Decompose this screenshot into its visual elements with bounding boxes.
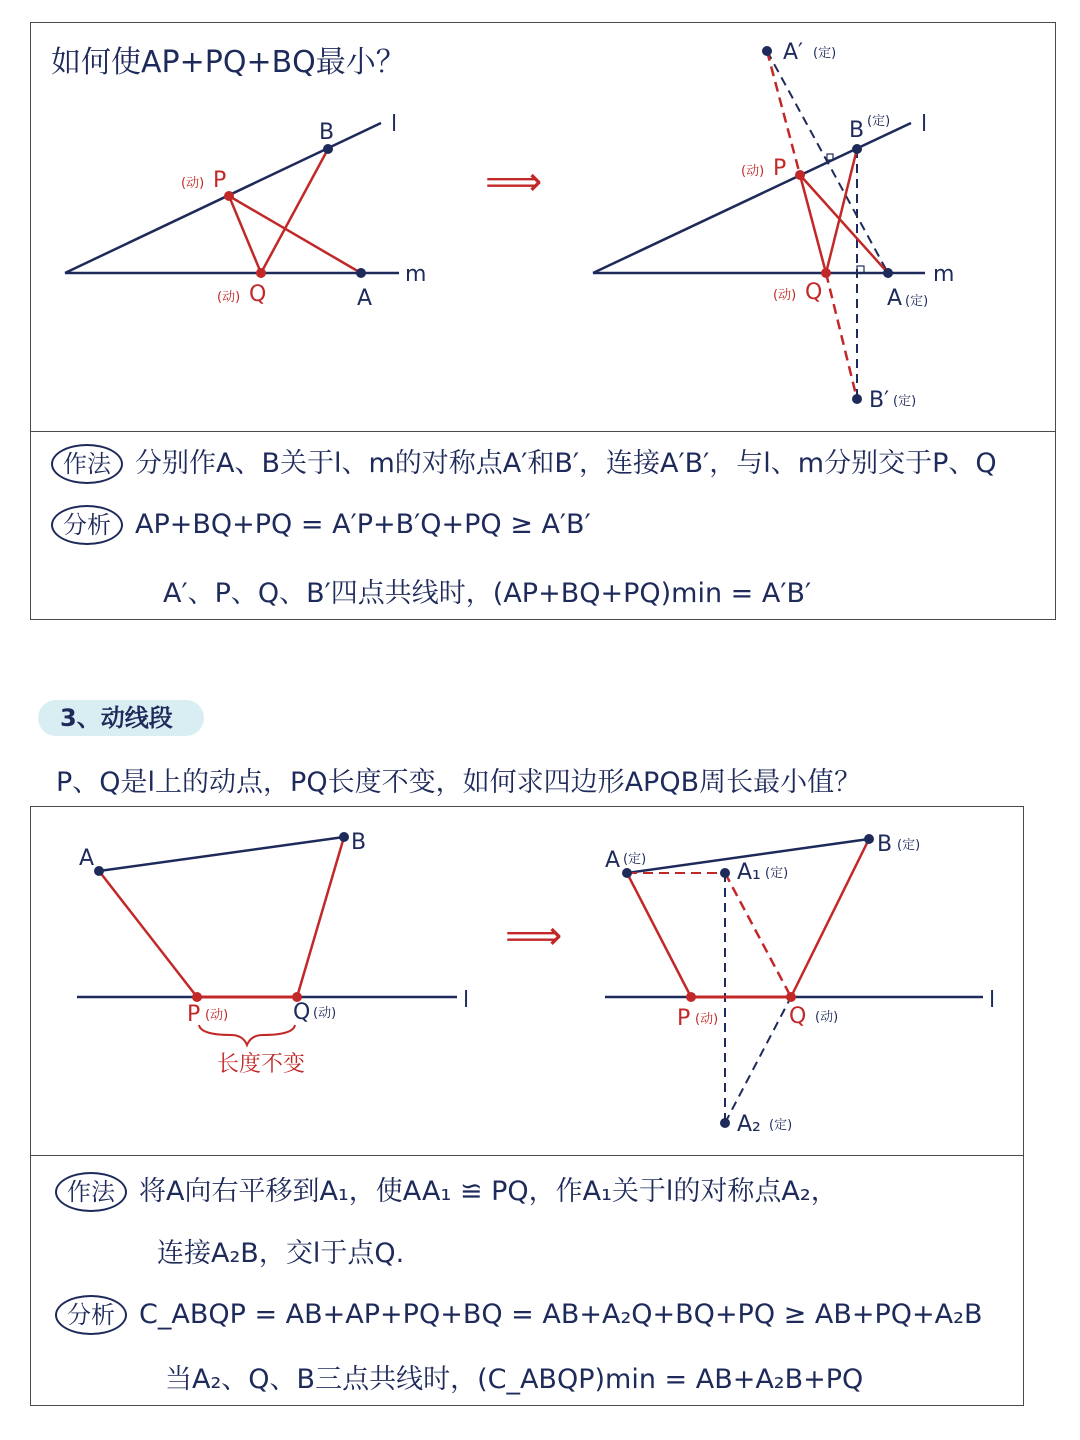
- label-aprime: A′: [783, 40, 804, 65]
- label-aprime-ding: (定): [813, 46, 837, 61]
- label-fixed-length: 长度不变: [217, 1052, 306, 1077]
- section1-method: [51, 441, 997, 484]
- dashed-a2q: [725, 997, 791, 1123]
- label-p: P: [213, 168, 227, 193]
- label-a2: A₂: [737, 1112, 761, 1137]
- label-p-right-dong: (动): [741, 164, 765, 179]
- right-diagram-2: [605, 832, 995, 1137]
- label-b: B: [319, 120, 335, 145]
- label-l: l: [391, 112, 398, 137]
- point-p-right: [795, 170, 805, 180]
- label-l2l: l: [463, 988, 470, 1013]
- section2-diagrams: [31, 807, 1023, 1155]
- label-a1: A₁: [737, 860, 761, 885]
- label-p-right: P: [773, 156, 787, 181]
- point-q-right: [821, 268, 831, 278]
- right-diagram: [593, 40, 954, 413]
- line-l: [65, 123, 381, 273]
- section2-question: P、Q是l上的动点，PQ长度不变，如何求四边形APQB周长最小值？: [56, 767, 862, 798]
- section2-box: [30, 806, 1024, 1406]
- section1-analysis-1: [51, 505, 591, 545]
- method-tag-2: 作法: [55, 1172, 127, 1212]
- seg-ap: [99, 871, 197, 997]
- arrow-2: ⟹: [505, 913, 563, 959]
- left-diagram-2: [77, 830, 469, 1077]
- label-q2l-dong: (动): [313, 1006, 337, 1021]
- label-a2r-ding: (定): [623, 852, 647, 867]
- section2-method-2: 连接A₂B，交l于点Q.: [157, 1238, 405, 1269]
- section1-box: [30, 22, 1056, 620]
- label-a-right: A: [887, 286, 903, 311]
- point-a2r: [622, 868, 632, 878]
- point-a1: [720, 868, 730, 878]
- label-p-dong: (动): [181, 176, 205, 191]
- point-bprime: [852, 394, 862, 404]
- section2-heading: 3、动线段: [38, 700, 204, 736]
- label-a: A: [357, 286, 373, 311]
- seg-pq: [229, 196, 261, 273]
- arrow-1: ⟹: [485, 159, 543, 205]
- label-p2r: P: [677, 1006, 691, 1031]
- label-a2l: A: [79, 846, 95, 871]
- label-a1-ding: (定): [765, 866, 789, 881]
- point-a-right: [883, 268, 893, 278]
- seg-qb-r: [791, 839, 869, 997]
- section1-analysis-2: A′、P、Q、B′四点共线时，(AP+BQ+PQ)min = A′B′: [163, 578, 812, 609]
- seg-ab: [99, 837, 344, 871]
- point-a2: [720, 1118, 730, 1128]
- label-p2l-dong: (动): [205, 1008, 229, 1023]
- dashed-q-bprime: [826, 273, 857, 399]
- left-diagram: [65, 112, 426, 311]
- label-p2r-dong: (动): [695, 1012, 719, 1027]
- section2-divider: [31, 1155, 1023, 1156]
- label-b-ding: (定): [867, 114, 891, 129]
- label-a2-ding: (定): [769, 1118, 793, 1133]
- label-q: Q: [249, 282, 267, 307]
- seg-ap-r: [627, 873, 691, 997]
- label-b2r: B: [877, 832, 893, 857]
- point-b2r: [864, 834, 874, 844]
- dashed-a1q: [725, 873, 791, 997]
- point-q: [256, 268, 266, 278]
- point-b: [323, 144, 333, 154]
- label-a-ding: (定): [905, 294, 929, 309]
- label-q2r-dong: (动): [815, 1010, 839, 1025]
- label-b-right: B: [849, 118, 865, 143]
- label-p2l: P: [187, 1002, 201, 1027]
- point-p2r: [686, 992, 696, 1002]
- label-a2r: A: [605, 848, 621, 873]
- section2-method-1: [55, 1169, 838, 1212]
- point-b-right: [852, 144, 862, 154]
- label-l2r: l: [989, 988, 996, 1013]
- method-tag: 作法: [51, 444, 123, 484]
- section2-analysis-1: [55, 1295, 982, 1335]
- label-b2l: B: [351, 830, 367, 855]
- point-q2r: [786, 992, 796, 1002]
- section2-analysis-2: 当A₂、Q、B三点共线时，(C_ABQP)min = AB+A₂B+PQ: [165, 1364, 864, 1395]
- label-b2r-ding: (定): [897, 838, 921, 853]
- label-m-right: m: [933, 262, 955, 287]
- section1-divider: [31, 431, 1055, 432]
- label-q-dong: (动): [217, 290, 241, 305]
- label-m: m: [405, 262, 427, 287]
- section1-title: 如何使AP+PQ+BQ最小？: [51, 45, 406, 80]
- label-q2r: Q: [789, 1004, 807, 1029]
- point-p2l: [192, 992, 202, 1002]
- label-l-right: l: [921, 112, 928, 137]
- point-aprime: [762, 46, 772, 56]
- point-a: [356, 268, 366, 278]
- analysis-tag: 分析: [51, 505, 123, 545]
- analysis-line1: AP+BQ+PQ = A′P+B′Q+PQ ≥ A′B′: [135, 509, 591, 540]
- method-line1-2: 将A向右平移到A₁，使AA₁ ≌ PQ，作A₁关于l的对称点A₂，: [139, 1176, 838, 1207]
- method-text: 分别作A、B关于l、m的对称点A′和B′，连接A′B′，与l、m分别交于P、Q: [135, 448, 997, 479]
- analysis-tag-2: 分析: [55, 1295, 127, 1335]
- label-q-right: Q: [805, 280, 823, 305]
- seg-qb: [261, 149, 328, 273]
- label-q-right-dong: (动): [773, 288, 797, 303]
- analysis-line1-2: C_ABQP = AB+AP+PQ+BQ = AB+A₂Q+BQ+PQ ≥ AB+PQ+A₂B: [139, 1299, 983, 1330]
- brace: [199, 1025, 295, 1045]
- point-b2l: [339, 832, 349, 842]
- label-q2l: Q: [293, 1000, 311, 1025]
- line-l-right: [593, 123, 911, 273]
- label-bprime: B′: [869, 388, 890, 413]
- section1-diagrams: [31, 23, 1055, 431]
- seg-qb2: [297, 837, 344, 997]
- point-a2l: [94, 866, 104, 876]
- label-bprime-ding: (定): [893, 394, 917, 409]
